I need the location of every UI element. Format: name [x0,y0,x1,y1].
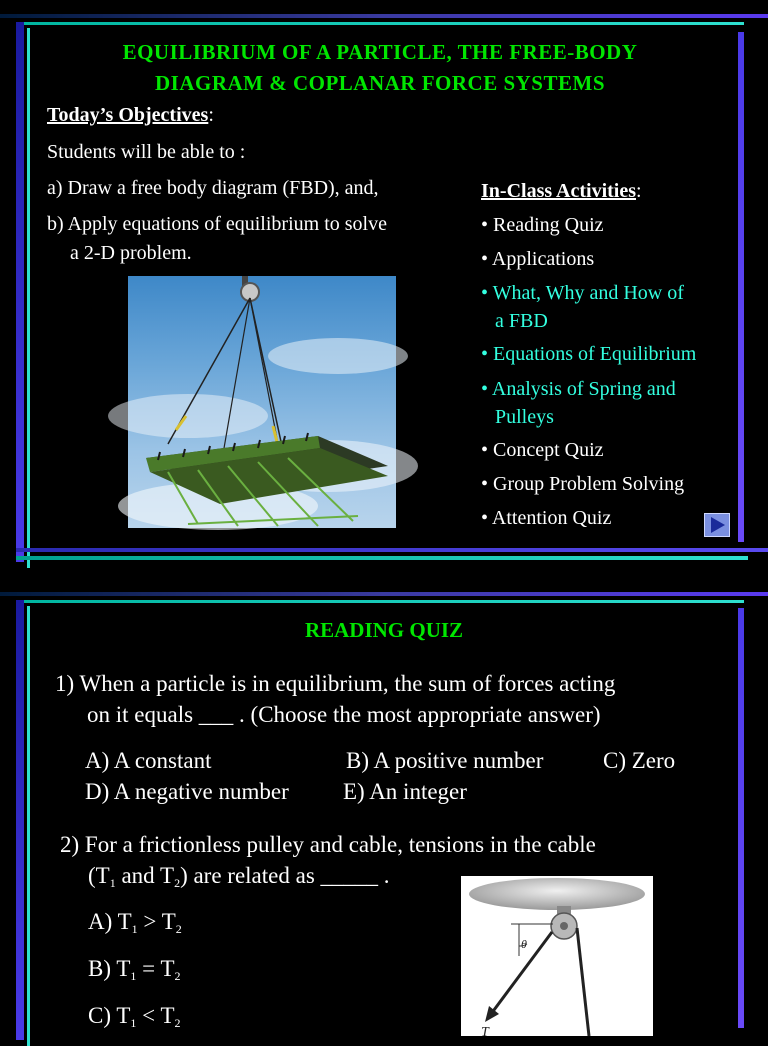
crane-lift-illustration [128,276,396,528]
activity-item-cont: Pulleys [495,406,554,428]
slide-title: READING QUIZ [304,618,464,642]
objectives-heading-row: Today’s Objectives: [47,104,214,126]
left-bar-blue [16,600,24,1040]
q2-option-c: C) $T_1 < T_2$ [88,1003,181,1030]
activity-item-cont: a FBD [495,310,548,332]
pulley-figure [461,876,653,1040]
objectives-heading: Today’s Objectives [47,104,209,126]
next-slide-button[interactable] [704,513,730,537]
top-bar-cyan [16,600,744,603]
q1-line2: on it equals ___ . (Choose the most appropriate answer) [87,702,601,727]
activity-item: • What, Why and How of [481,282,684,304]
crane-photo [128,276,396,528]
top-bar-dark [0,592,768,596]
q2-option-b: B) $T_1 = T_2$ [88,956,181,983]
q1-option-d: D) A negative number [85,779,289,804]
activity-item: • Applications [481,248,595,270]
right-bar-blue [738,32,744,542]
left-bar-blue [16,22,24,562]
bottom-bar-cyan [16,556,748,560]
slide-2 [0,582,768,1040]
objective-b-line2: a 2-D problem. [70,242,192,264]
slide-title-line2: DIAGRAM & COPLANAR FORCE SYSTEMS [154,71,606,95]
top-bar-dark [0,14,768,18]
right-bar-blue [738,608,744,1028]
top-bar-cyan [16,22,744,25]
activities-heading-row: In-Class Activities: [481,180,642,202]
objective-a: a) Draw a free body diagram (FBD), and, [47,177,379,199]
activities-heading: In-Class Activities [481,180,636,202]
activity-item: • Group Problem Solving [481,473,685,495]
theta-label: θ [521,937,527,951]
q2-option-a: A) $T_1 > T_2$ [88,909,182,936]
left-bar-cyan [27,28,30,568]
activity-item: • Analysis of Spring and [481,378,676,400]
activity-item: • Equations of Equilibrium [481,343,697,365]
objective-b-line1: b) Apply equations of equilibrium to solve [47,213,387,235]
slide-title-line1: EQUILIBRIUM OF A PARTICLE, THE FREE-BODY [122,40,638,64]
q1-option-e: E) An integer [343,779,467,804]
activity-item: • Concept Quiz [481,439,604,461]
bottom-bar-blue [16,548,768,552]
play-arrow-icon [705,514,729,536]
q1-option-b: B) A positive number [346,748,544,773]
q2-line1: 2) For a frictionless pulley and cable, tensions in the cable [60,832,596,857]
q1-option-a: A) A constant [85,748,212,773]
left-bar-cyan [27,606,30,1046]
tension-label: T [481,1025,489,1040]
q1-option-c: C) Zero [603,748,676,773]
q2-line2: ($T_1$ and $T_2$) are related as _____ . [88,863,390,890]
objectives-intro: Students will be able to : [47,141,246,163]
q1-line1: 1) When a particle is in equilibrium, the sum of forces acting [55,671,616,696]
activity-item: • Attention Quiz [481,507,612,529]
activity-item: • Reading Quiz [481,214,604,236]
pulley-diagram [461,876,653,1040]
